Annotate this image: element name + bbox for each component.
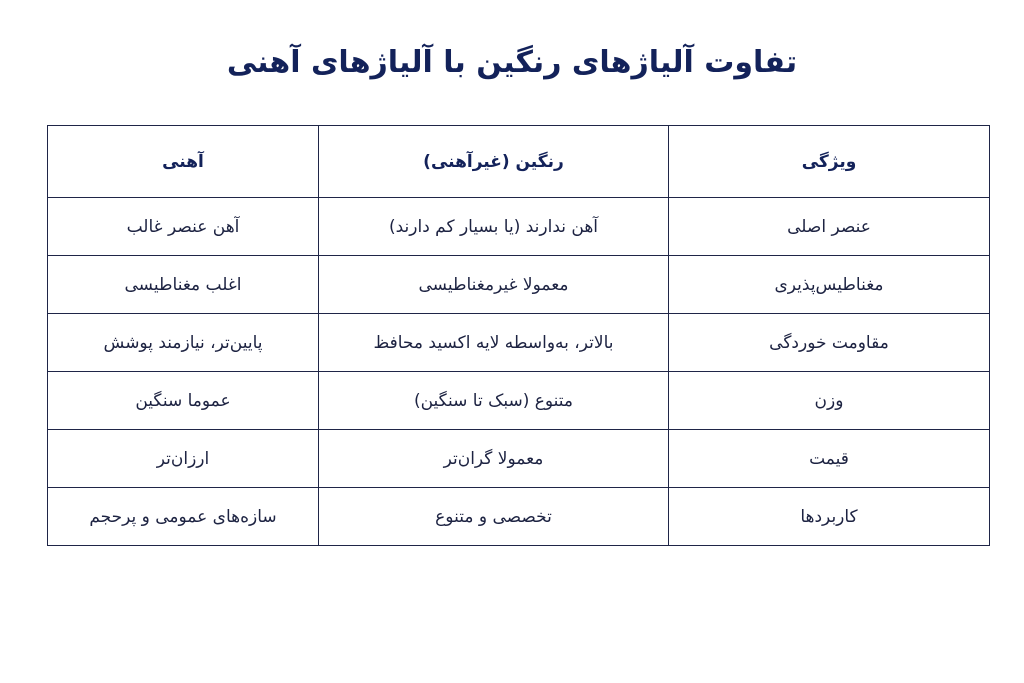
ferrous-cell: عموما سنگین — [48, 372, 319, 430]
ferrous-cell: آهن عنصر غالب — [48, 198, 319, 256]
non-ferrous-cell: متنوع (سبک تا سنگین) — [319, 372, 669, 430]
column-header-ferrous: آهنی — [48, 126, 319, 198]
column-header-non-ferrous: رنگین (غیرآهنی) — [319, 126, 669, 198]
table-row — [48, 256, 990, 314]
feature-cell: قیمت — [669, 430, 990, 488]
non-ferrous-cell: آهن ندارند (یا بسیار کم دارند) — [319, 198, 669, 256]
feature-cell: وزن — [669, 372, 990, 430]
table-row — [48, 372, 990, 430]
non-ferrous-cell: بالاتر، به‌واسطه لایه اکسید محافظ — [319, 314, 669, 372]
ferrous-cell: پایین‌تر، نیازمند پوشش — [48, 314, 319, 372]
ferrous-cell: سازه‌های عمومی و پرحجم — [48, 488, 319, 546]
table-row — [48, 430, 990, 488]
feature-cell: مقاومت خوردگی — [669, 314, 990, 372]
non-ferrous-cell: تخصصی و متنوع — [319, 488, 669, 546]
feature-cell: کاربردها — [669, 488, 990, 546]
column-header-feature: ویژگی — [669, 126, 990, 198]
ferrous-cell: ارزان‌تر — [48, 430, 319, 488]
feature-cell: عنصر اصلی — [669, 198, 990, 256]
non-ferrous-cell: معمولا غیرمغناطیسی — [319, 256, 669, 314]
table-header-row — [48, 126, 990, 198]
ferrous-cell: اغلب مغناطیسی — [48, 256, 319, 314]
feature-cell: مغناطیس‌پذیری — [669, 256, 990, 314]
comparison-table — [47, 125, 990, 546]
table-row — [48, 488, 990, 546]
page-title: تفاوت آلیاژهای رنگین با آلیاژهای آهنی — [226, 45, 798, 80]
non-ferrous-cell: معمولا گران‌تر — [319, 430, 669, 488]
table-row — [48, 198, 990, 256]
table-row — [48, 314, 990, 372]
